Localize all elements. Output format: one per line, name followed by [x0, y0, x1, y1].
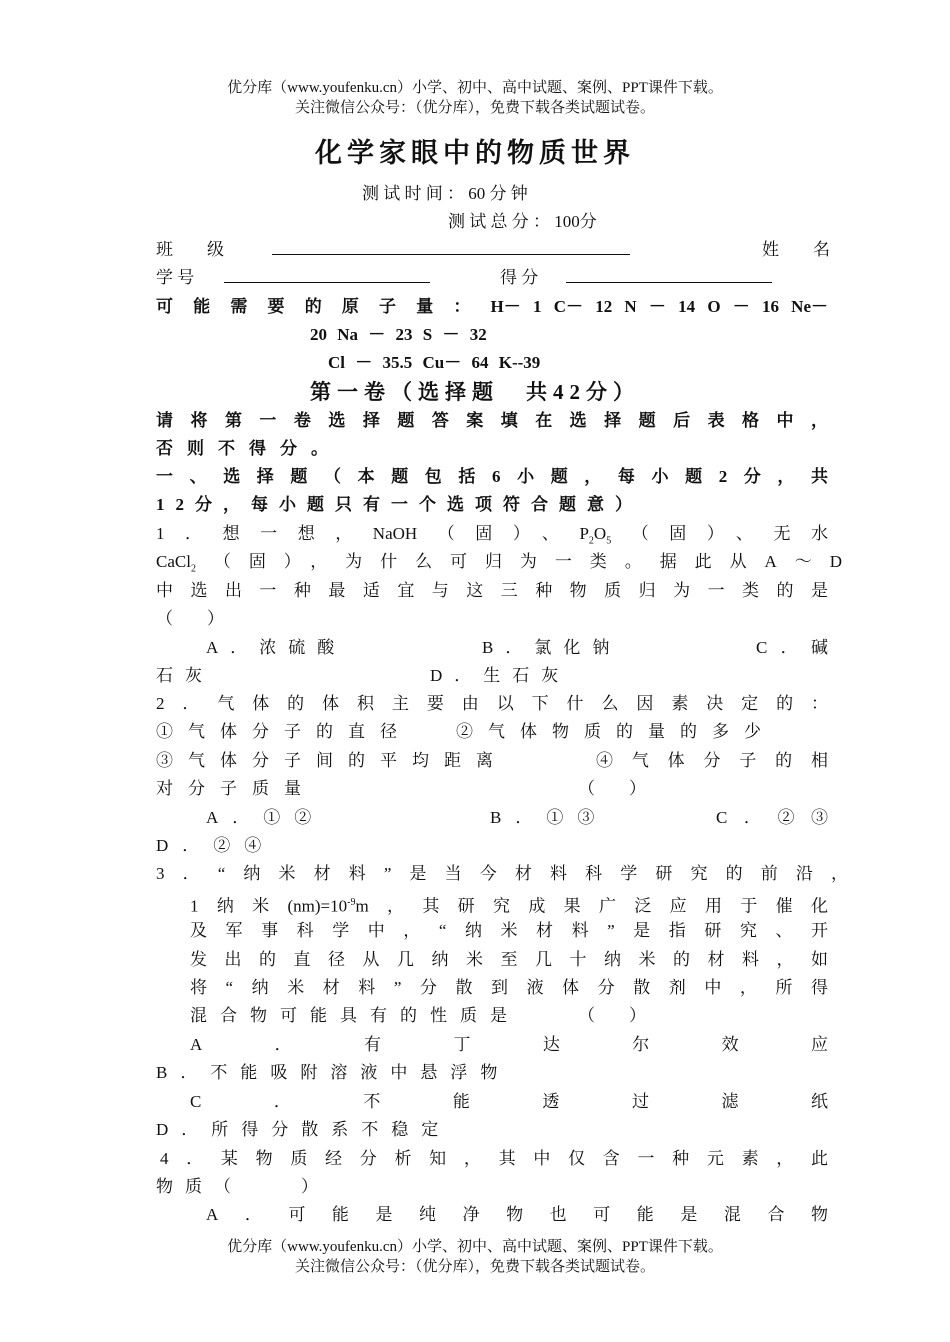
q1-option-c-cont: 石灰: [156, 666, 214, 685]
atomic-masses-line-3: Cl － 35.5 Cu－ 64 K--39: [328, 353, 541, 372]
q2-factor-3: ③气体分子间的平均距离: [156, 751, 508, 770]
q3-line-2: 1纳米$(nm)=10^{-9}m$，其研究成果广泛应用于催化: [190, 896, 828, 916]
q1-option-b: B．氯化钠: [482, 638, 622, 657]
id-field[interactable]: [224, 264, 434, 292]
q1-line-2: CaCl$_2$（固），为什么可归为一类。据此从A～D: [156, 552, 842, 575]
q2-factor-4-cont: 对分子质量: [156, 779, 316, 798]
q3-line-5: 将“纳米材料”分散到液体分散剂中，所得: [190, 978, 828, 997]
q2-factor-2: ②气体物质的量的多少: [456, 722, 776, 741]
page-title: 化学家眼中的物质世界: [315, 138, 635, 168]
name-label: 姓 名: [762, 240, 830, 259]
q3-option-d: D．所得分散系不稳定: [156, 1120, 452, 1139]
q2-option-a: A．①②: [206, 808, 326, 827]
q3-option-c: C．不能透过滤纸: [190, 1092, 828, 1111]
q3-option-b: B．不能吸附溶液中悬浮物: [156, 1063, 511, 1082]
score-field[interactable]: [566, 264, 776, 292]
q2-answer-blank: （ ）: [578, 779, 646, 798]
q3-line-4: 发出的直径从几纳米至几十纳米的材料，如: [190, 950, 828, 969]
q1-option-a: A．浓硫酸: [206, 638, 347, 657]
header-line-1: [0, 78, 950, 98]
q4-line-2: 物质（ ）: [156, 1177, 330, 1196]
footer-line-2: [0, 1257, 950, 1277]
q2-factor-4: ④气体分子的相: [596, 751, 828, 770]
section1-heading-1: 一、选择题（本题包括6小题，每小题2分，共: [156, 467, 828, 486]
score-label: 得 分: [500, 268, 539, 287]
q1-line-3: 中选出一种最适宜与这三种物质归为一类的是: [156, 581, 828, 600]
class-field[interactable]: [272, 236, 632, 264]
part1-instruction-2: 否则不得分。: [156, 439, 342, 458]
class-label: 班 级: [156, 240, 224, 259]
header-line-2: [0, 98, 950, 118]
header-text-1: 优分库（www.youfenku.cn）小学、初中、高中试题、案例、PPT课件下载。: [227, 80, 723, 96]
q1-line-1: 1．想一想，NaOH（固）、$P_2O_5$（固）、无水: [156, 524, 828, 547]
q3-option-a: A．有丁达尔效应: [190, 1035, 828, 1054]
q3-line-3: 及军事科学中，“纳米材料”是指研究、开: [190, 921, 828, 940]
exam-time: 测 试 时 间 ： 60 分 钟: [362, 184, 528, 203]
atomic-masses-line-1: 可 能 需 要 的 原 子 量 ： H－ 1 C－ 12 N － 14 O － 16 Ne－: [156, 297, 828, 316]
q4-option-a: A．可能是纯净物也可能是混合物: [206, 1205, 828, 1224]
q2-factor-1: ①气体分子的直径: [156, 722, 412, 741]
id-label: 学 号: [156, 268, 195, 287]
part1-title: 第一卷（选择题 共42分）: [310, 380, 640, 404]
q4-line-1: 4．某物质经分析知，其中仅含一种元素，此: [160, 1149, 828, 1168]
q3-line-6: 混合物可能具有的性质是: [190, 1006, 520, 1025]
q3-line-1: 3．“纳米材料”是当今材料科学研究的前沿，: [156, 864, 848, 883]
exam-total: 测 试 总 分 ： 100分: [448, 212, 597, 231]
footer-text-1: 优分库（www.youfenku.cn）小学、初中、高中试题、案例、PPT课件下载。: [227, 1239, 723, 1255]
header-text-2: 关注微信公众号：（优分库），免费下载各类试题试卷。: [294, 100, 655, 116]
q2-option-c: C．②③: [716, 808, 828, 827]
q3-answer-blank: （ ）: [578, 1006, 646, 1025]
footer-text-2: 关注微信公众号：（优分库），免费下载各类试题试卷。: [294, 1259, 655, 1275]
q1-option-c: C．碱: [756, 638, 828, 657]
atomic-masses-line-2: 20 Na － 23 S － 32: [310, 325, 487, 344]
q2-line-1: 2．气体的体积主要由以下什么因素决定的：: [156, 694, 828, 713]
footer-line-1: [0, 1237, 950, 1257]
part1-instruction-1: 请将第一卷选择题答案填在选择题后表格中，: [156, 411, 828, 430]
q2-option-d: D．②④: [156, 836, 276, 855]
q1-option-d: D．生石灰: [430, 666, 571, 685]
q2-option-b: B．①③: [490, 808, 609, 827]
q1-answer-blank: （ ）: [156, 609, 224, 628]
section1-heading-2: 12分，每小题只有一个选项符合题意）: [156, 495, 643, 514]
